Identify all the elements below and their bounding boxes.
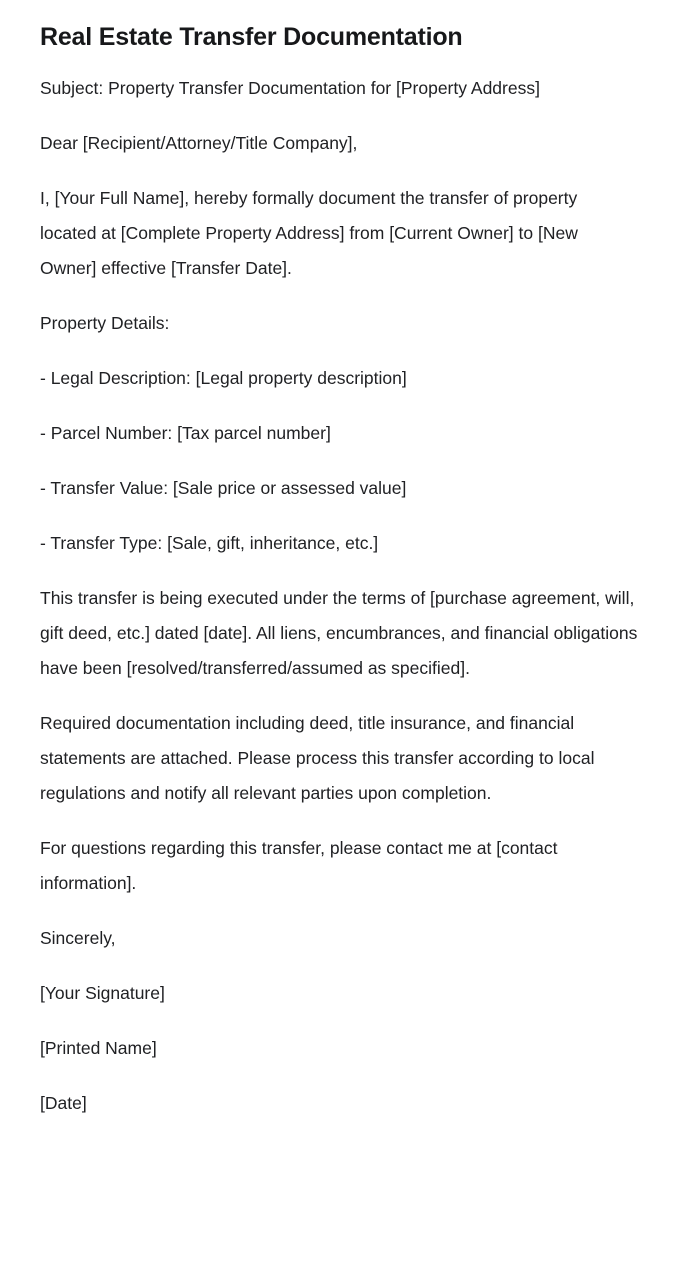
closing-line: Sincerely, bbox=[40, 928, 116, 949]
signature-placeholder: [Your Signature] bbox=[40, 983, 165, 1004]
printed-name-placeholder: [Printed Name] bbox=[40, 1038, 157, 1059]
page-title: Real Estate Transfer Documentation bbox=[40, 23, 463, 51]
detail-item-transfer-value: - Transfer Value: [Sale price or assessed value] bbox=[40, 478, 407, 499]
salutation: Dear [Recipient/Attorney/Title Company], bbox=[40, 133, 358, 154]
detail-item-parcel-number: - Parcel Number: [Tax parcel number] bbox=[40, 423, 331, 444]
details-heading: Property Details: bbox=[40, 313, 170, 334]
documentation-paragraph: Required documentation including deed, title insurance, and financial statements are attached. Please process this transfer according to local regulations and notify all relevant parties upon completion. bbox=[40, 713, 595, 804]
terms-paragraph: This transfer is being executed under the terms of [purchase agreement, will, gift deed, etc.] dated [date]. All liens, encumbrances, and financial obligations have been [resolved/transferred/assumed as specified]. bbox=[40, 588, 638, 679]
contact-paragraph: For questions regarding this transfer, please contact me at [contact information]. bbox=[40, 838, 558, 894]
detail-item-legal-description: - Legal Description: [Legal property description] bbox=[40, 368, 407, 389]
detail-item-transfer-type: - Transfer Type: [Sale, gift, inheritance, etc.] bbox=[40, 533, 379, 554]
subject-line: Subject: Property Transfer Documentation for [Property Address] bbox=[40, 78, 540, 99]
date-placeholder: [Date] bbox=[40, 1093, 87, 1114]
intro-paragraph: I, [Your Full Name], hereby formally document the transfer of property located at [Complete Property Address] from [Current Owner] to [New Owner] effective [Transfer Date]. bbox=[40, 188, 578, 279]
